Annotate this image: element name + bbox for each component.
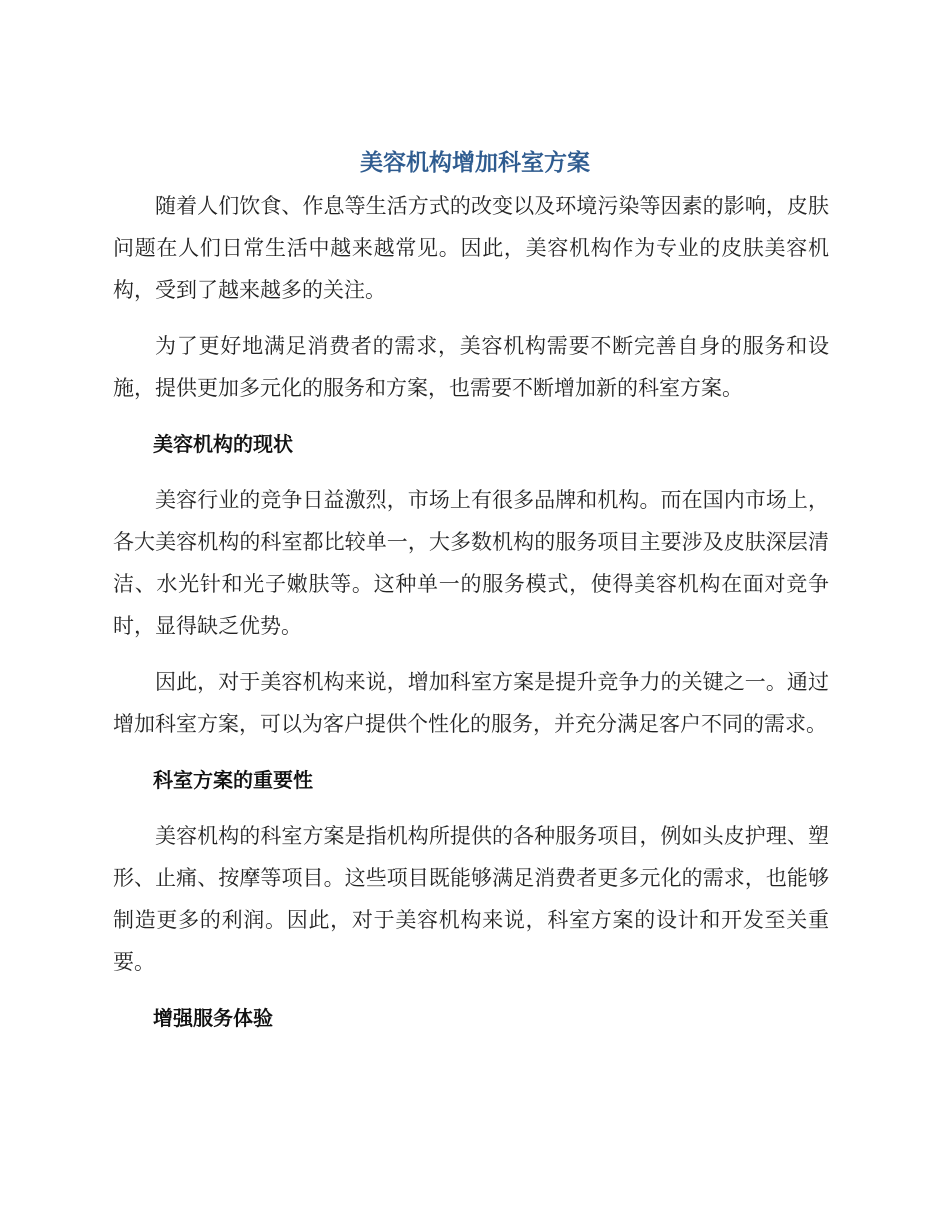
paragraph-key-competitiveness: 因此，对于美容机构来说，增加科室方案是提升竞争力的关键之一。通过增加科室方案，可以为客户提供个性化的服务，并充分满足客户不同的需求。 — [113, 670, 829, 736]
paragraph-importance: 美容机构的科室方案是指机构所提供的各种服务项目，例如头皮护理、塑形、止痛、按摩等项目。这些项目既能够满足消费者更多元化的需求，也能够制造更多的利润。因此，对于美容机构来说，科室方案的设计和开发至关重要。 — [113, 824, 829, 974]
paragraph-competition: 美容行业的竞争日益激烈，市场上有很多品牌和机构。而在国内市场上，各大美容机构的科室都比较单一，大多数机构的服务项目主要涉及皮肤深层清洁、水光针和光子嫩肤等。这种单一的服务模式，使得美容机构在面对竞争时，显得缺乏优势。 — [113, 488, 829, 638]
paragraph-needs: 为了更好地满足消费者的需求，美容机构需要不断完善自身的服务和设施，提供更加多元化的服务和方案，也需要不断增加新的科室方案。 — [113, 334, 829, 400]
document-body — [113, 185, 829, 1053]
document-title: 美容机构增加科室方案 — [360, 150, 590, 176]
section-heading-service-experience: 增强服务体验 — [153, 1006, 273, 1030]
section-heading-status: 美容机构的现状 — [153, 432, 293, 456]
paragraph-intro: 随着人们饮食、作息等生活方式的改变以及环境污染等因素的影响，皮肤问题在人们日常生活中越来越常见。因此，美容机构作为专业的皮肤美容机构，受到了越来越多的关注。 — [113, 194, 829, 302]
section-heading-importance: 科室方案的重要性 — [153, 768, 313, 792]
